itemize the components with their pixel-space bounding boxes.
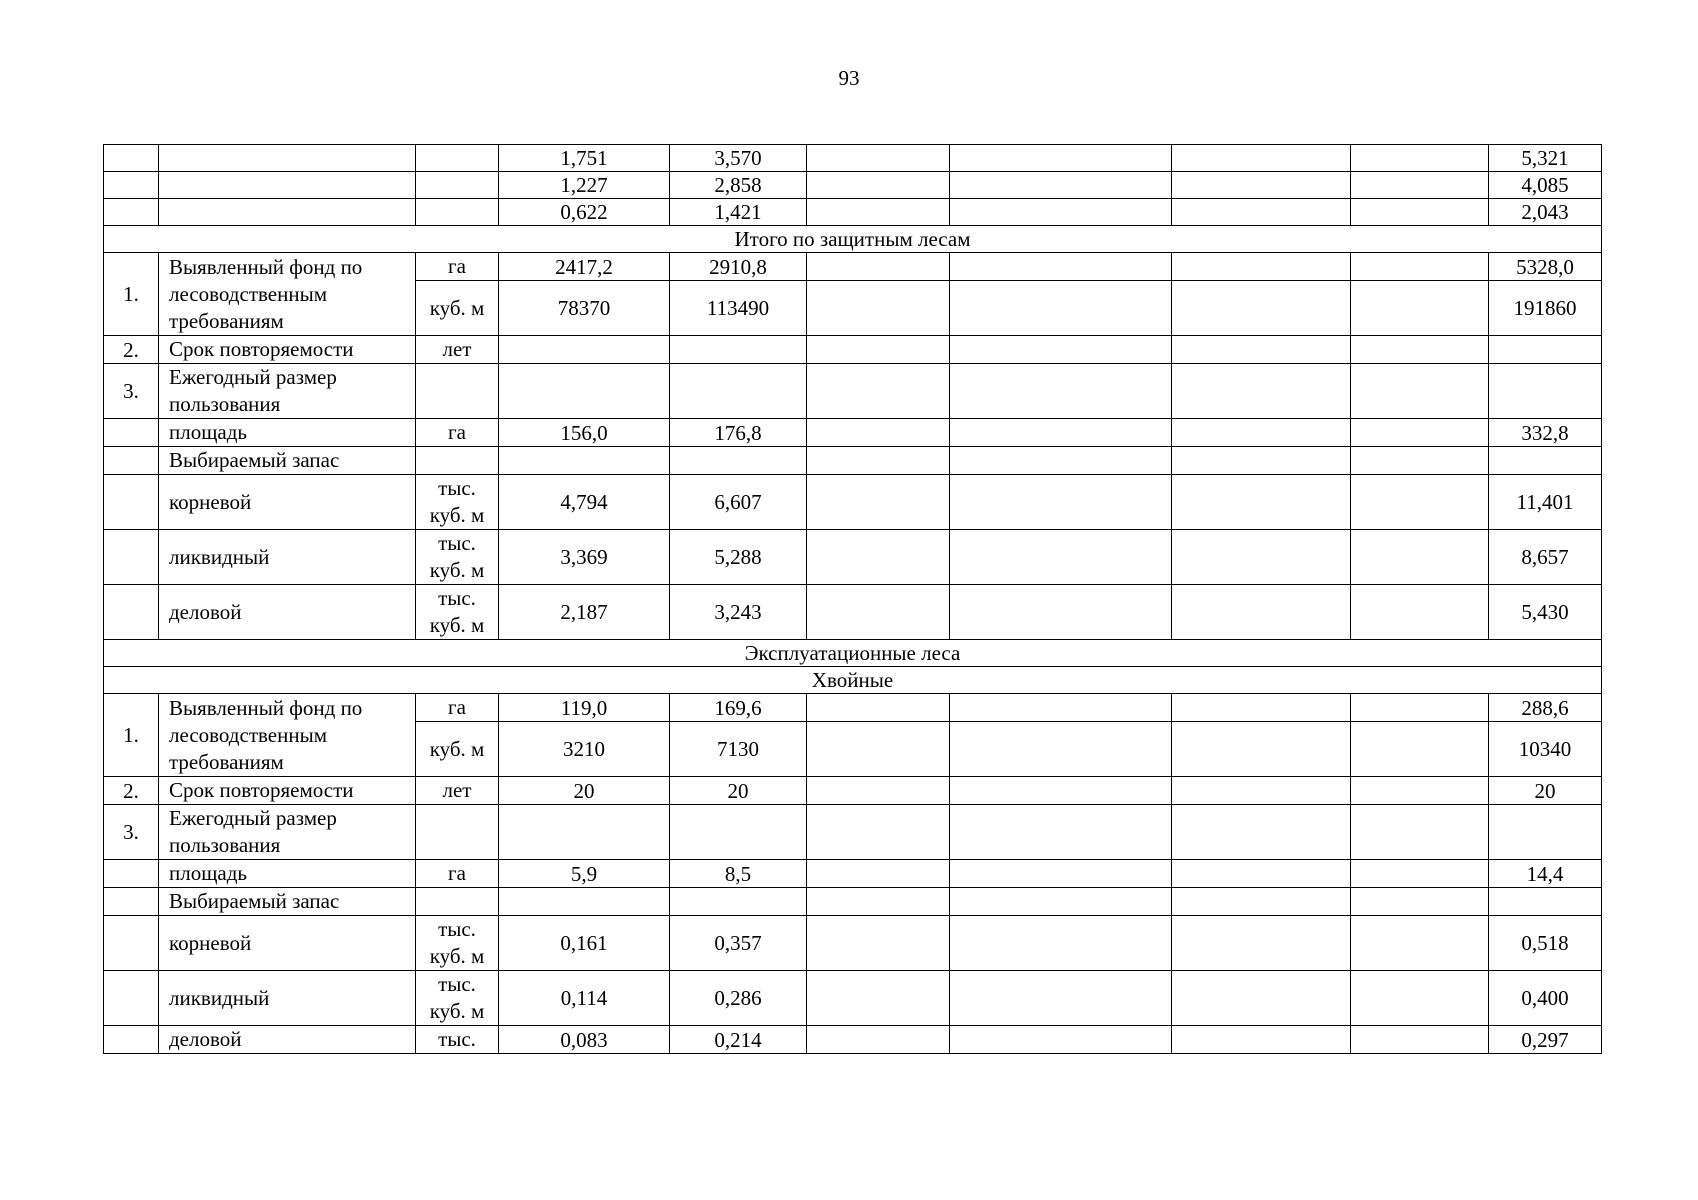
empty-cell — [950, 253, 1172, 281]
table-row — [104, 419, 1602, 447]
table-row — [104, 805, 1602, 860]
unit-cell — [416, 364, 499, 419]
total-cell — [1489, 364, 1602, 419]
value-cell — [499, 447, 670, 475]
empty-cell — [807, 199, 950, 226]
empty-cell — [1351, 722, 1489, 777]
total-cell: 11,401 — [1489, 475, 1602, 530]
row-number — [104, 475, 159, 530]
empty-cell — [950, 530, 1172, 585]
empty-cell — [807, 530, 950, 585]
value-cell: 5,9 — [499, 860, 670, 888]
empty-cell — [950, 1026, 1172, 1054]
empty-cell — [1351, 364, 1489, 419]
value-cell: 20 — [670, 777, 807, 805]
indicator-name — [159, 199, 416, 226]
value-cell: 119,0 — [499, 694, 670, 722]
indicator-name: деловой — [159, 1026, 416, 1054]
empty-cell — [950, 281, 1172, 336]
indicator-name: площадь — [159, 860, 416, 888]
section-header-row — [104, 667, 1602, 694]
unit-cell — [416, 888, 499, 916]
unit-cell: тыс. куб. м — [416, 971, 499, 1026]
total-cell — [1489, 447, 1602, 475]
value-cell — [499, 805, 670, 860]
section-title: Итого по защитным лесам — [104, 226, 1602, 253]
value-cell: 156,0 — [499, 419, 670, 447]
empty-cell — [1172, 419, 1351, 447]
empty-cell — [1351, 253, 1489, 281]
empty-cell — [1172, 916, 1351, 971]
unit-cell: тыс. куб. м — [416, 475, 499, 530]
empty-cell — [807, 805, 950, 860]
value-cell: 7130 — [670, 722, 807, 777]
unit-cell: куб. м — [416, 722, 499, 777]
indicator-name: Ежегодный размер пользования — [159, 805, 416, 860]
table-row — [104, 475, 1602, 530]
value-cell: 0,161 — [499, 916, 670, 971]
value-cell — [499, 364, 670, 419]
value-cell: 0,357 — [670, 916, 807, 971]
empty-cell — [1351, 694, 1489, 722]
value-cell: 0,114 — [499, 971, 670, 1026]
total-cell: 5328,0 — [1489, 253, 1602, 281]
table-row — [104, 916, 1602, 971]
indicator-name: Срок повторяемости — [159, 336, 416, 364]
indicator-name: Выявленный фонд по лесоводственным требованиям — [159, 253, 416, 336]
indicator-name: ликвидный — [159, 971, 416, 1026]
empty-cell — [1351, 805, 1489, 860]
empty-cell — [807, 585, 950, 640]
empty-cell — [950, 585, 1172, 640]
total-cell: 5,430 — [1489, 585, 1602, 640]
empty-cell — [950, 805, 1172, 860]
value-cell — [499, 336, 670, 364]
empty-cell — [1351, 281, 1489, 336]
row-number — [104, 447, 159, 475]
total-cell: 2,043 — [1489, 199, 1602, 226]
empty-cell — [1172, 199, 1351, 226]
empty-cell — [1351, 419, 1489, 447]
indicator-name — [159, 145, 416, 172]
page-number: 93 — [838, 66, 860, 90]
total-cell: 4,085 — [1489, 172, 1602, 199]
empty-cell — [1172, 1026, 1351, 1054]
unit-cell — [416, 805, 499, 860]
empty-cell — [950, 336, 1172, 364]
total-cell: 8,657 — [1489, 530, 1602, 585]
row-number: 1. — [104, 694, 159, 777]
row-number: 3. — [104, 364, 159, 419]
total-cell — [1489, 888, 1602, 916]
table-row — [104, 860, 1602, 888]
row-number — [104, 916, 159, 971]
unit-cell: куб. м — [416, 281, 499, 336]
empty-cell — [950, 722, 1172, 777]
unit-cell: га — [416, 860, 499, 888]
empty-cell — [1172, 777, 1351, 805]
empty-cell — [950, 172, 1172, 199]
unit-cell — [416, 172, 499, 199]
value-cell — [670, 336, 807, 364]
value-cell: 2910,8 — [670, 253, 807, 281]
empty-cell — [807, 145, 950, 172]
empty-cell — [1172, 888, 1351, 916]
empty-cell — [950, 199, 1172, 226]
empty-cell — [1351, 336, 1489, 364]
empty-cell — [807, 475, 950, 530]
row-number — [104, 199, 159, 226]
indicator-name: ликвидный — [159, 530, 416, 585]
empty-cell — [950, 145, 1172, 172]
empty-cell — [1172, 253, 1351, 281]
empty-cell — [1172, 336, 1351, 364]
empty-cell — [1351, 145, 1489, 172]
unit-cell: тыс. куб. м — [416, 585, 499, 640]
unit-cell: га — [416, 419, 499, 447]
empty-cell — [1172, 447, 1351, 475]
value-cell: 3210 — [499, 722, 670, 777]
empty-cell — [1351, 530, 1489, 585]
indicator-name: Выявленный фонд по лесоводственным требованиям — [159, 694, 416, 777]
indicator-name: деловой — [159, 585, 416, 640]
empty-cell — [1351, 777, 1489, 805]
empty-cell — [807, 172, 950, 199]
section-header-row — [104, 226, 1602, 253]
indicator-name — [159, 172, 416, 199]
empty-cell — [807, 777, 950, 805]
indicator-name: корневой — [159, 916, 416, 971]
unit-cell: га — [416, 253, 499, 281]
empty-cell — [807, 888, 950, 916]
value-cell: 169,6 — [670, 694, 807, 722]
empty-cell — [807, 1026, 950, 1054]
empty-cell — [1351, 447, 1489, 475]
empty-cell — [807, 281, 950, 336]
value-cell: 2417,2 — [499, 253, 670, 281]
empty-cell — [950, 888, 1172, 916]
empty-cell — [807, 364, 950, 419]
value-cell: 0,286 — [670, 971, 807, 1026]
row-number — [104, 971, 159, 1026]
empty-cell — [1172, 281, 1351, 336]
row-number — [104, 145, 159, 172]
empty-cell — [1351, 888, 1489, 916]
empty-cell — [1172, 585, 1351, 640]
table-row — [104, 694, 1602, 722]
indicator-name: Срок повторяемости — [159, 777, 416, 805]
empty-cell — [950, 447, 1172, 475]
empty-cell — [950, 364, 1172, 419]
empty-cell — [950, 916, 1172, 971]
empty-cell — [950, 971, 1172, 1026]
table-row — [104, 172, 1602, 199]
row-number: 3. — [104, 805, 159, 860]
table-body — [104, 145, 1602, 1054]
value-cell: 4,794 — [499, 475, 670, 530]
empty-cell — [1351, 860, 1489, 888]
empty-cell — [807, 971, 950, 1026]
total-cell — [1489, 336, 1602, 364]
value-cell: 6,607 — [670, 475, 807, 530]
value-cell: 0,622 — [499, 199, 670, 226]
value-cell: 113490 — [670, 281, 807, 336]
table-row — [104, 336, 1602, 364]
value-cell: 5,288 — [670, 530, 807, 585]
table-row — [104, 585, 1602, 640]
table-row — [104, 253, 1602, 281]
value-cell: 2,187 — [499, 585, 670, 640]
empty-cell — [807, 253, 950, 281]
value-cell — [670, 364, 807, 419]
forest-use-table — [103, 144, 1602, 1054]
total-cell: 0,297 — [1489, 1026, 1602, 1054]
table-row — [104, 971, 1602, 1026]
empty-cell — [1172, 145, 1351, 172]
table-row — [104, 145, 1602, 172]
empty-cell — [1172, 172, 1351, 199]
value-cell: 8,5 — [670, 860, 807, 888]
value-cell — [670, 447, 807, 475]
row-number: 2. — [104, 777, 159, 805]
table-row — [104, 888, 1602, 916]
value-cell — [499, 888, 670, 916]
unit-cell: лет — [416, 777, 499, 805]
empty-cell — [1351, 585, 1489, 640]
empty-cell — [1351, 172, 1489, 199]
indicator-name: Выбираемый запас — [159, 888, 416, 916]
section-header-row — [104, 640, 1602, 667]
row-number — [104, 860, 159, 888]
value-cell: 20 — [499, 777, 670, 805]
empty-cell — [807, 860, 950, 888]
empty-cell — [1172, 971, 1351, 1026]
empty-cell — [950, 419, 1172, 447]
value-cell: 3,243 — [670, 585, 807, 640]
total-cell: 14,4 — [1489, 860, 1602, 888]
value-cell: 0,214 — [670, 1026, 807, 1054]
empty-cell — [1172, 860, 1351, 888]
total-cell: 288,6 — [1489, 694, 1602, 722]
total-cell: 332,8 — [1489, 419, 1602, 447]
table-row — [104, 447, 1602, 475]
value-cell — [670, 888, 807, 916]
empty-cell — [1351, 475, 1489, 530]
empty-cell — [1172, 475, 1351, 530]
value-cell: 3,369 — [499, 530, 670, 585]
row-number — [104, 585, 159, 640]
empty-cell — [1172, 694, 1351, 722]
unit-cell: га — [416, 694, 499, 722]
empty-cell — [807, 722, 950, 777]
empty-cell — [1351, 199, 1489, 226]
row-number — [104, 888, 159, 916]
unit-cell: тыс. — [416, 1026, 499, 1054]
indicator-name: Выбираемый запас — [159, 447, 416, 475]
unit-cell: лет — [416, 336, 499, 364]
empty-cell — [1351, 1026, 1489, 1054]
empty-cell — [1351, 971, 1489, 1026]
value-cell: 1,751 — [499, 145, 670, 172]
value-cell — [670, 805, 807, 860]
table-row — [104, 530, 1602, 585]
total-cell — [1489, 805, 1602, 860]
empty-cell — [950, 694, 1172, 722]
empty-cell — [950, 475, 1172, 530]
table-row — [104, 777, 1602, 805]
total-cell: 20 — [1489, 777, 1602, 805]
empty-cell — [1172, 530, 1351, 585]
empty-cell — [1172, 722, 1351, 777]
empty-cell — [807, 694, 950, 722]
unit-cell — [416, 447, 499, 475]
unit-cell — [416, 199, 499, 226]
value-cell: 1,227 — [499, 172, 670, 199]
value-cell: 0,083 — [499, 1026, 670, 1054]
empty-cell — [807, 336, 950, 364]
empty-cell — [807, 419, 950, 447]
empty-cell — [1351, 916, 1489, 971]
indicator-name: площадь — [159, 419, 416, 447]
value-cell: 2,858 — [670, 172, 807, 199]
total-cell: 191860 — [1489, 281, 1602, 336]
indicator-name: корневой — [159, 475, 416, 530]
row-number: 1. — [104, 253, 159, 336]
section-title: Хвойные — [104, 667, 1602, 694]
empty-cell — [807, 916, 950, 971]
total-cell: 0,400 — [1489, 971, 1602, 1026]
empty-cell — [1172, 805, 1351, 860]
value-cell: 3,570 — [670, 145, 807, 172]
section-title: Эксплуатационные леса — [104, 640, 1602, 667]
value-cell: 1,421 — [670, 199, 807, 226]
empty-cell — [807, 447, 950, 475]
value-cell: 176,8 — [670, 419, 807, 447]
row-number: 2. — [104, 336, 159, 364]
unit-cell — [416, 145, 499, 172]
table-row — [104, 199, 1602, 226]
value-cell: 78370 — [499, 281, 670, 336]
total-cell: 10340 — [1489, 722, 1602, 777]
empty-cell — [1172, 364, 1351, 419]
row-number — [104, 172, 159, 199]
table-row — [104, 364, 1602, 419]
empty-cell — [950, 777, 1172, 805]
row-number — [104, 1026, 159, 1054]
empty-cell — [950, 860, 1172, 888]
row-number — [104, 419, 159, 447]
unit-cell: тыс. куб. м — [416, 916, 499, 971]
table-row — [104, 1026, 1602, 1054]
total-cell: 0,518 — [1489, 916, 1602, 971]
total-cell: 5,321 — [1489, 145, 1602, 172]
indicator-name: Ежегодный размер пользования — [159, 364, 416, 419]
row-number — [104, 530, 159, 585]
unit-cell: тыс. куб. м — [416, 530, 499, 585]
